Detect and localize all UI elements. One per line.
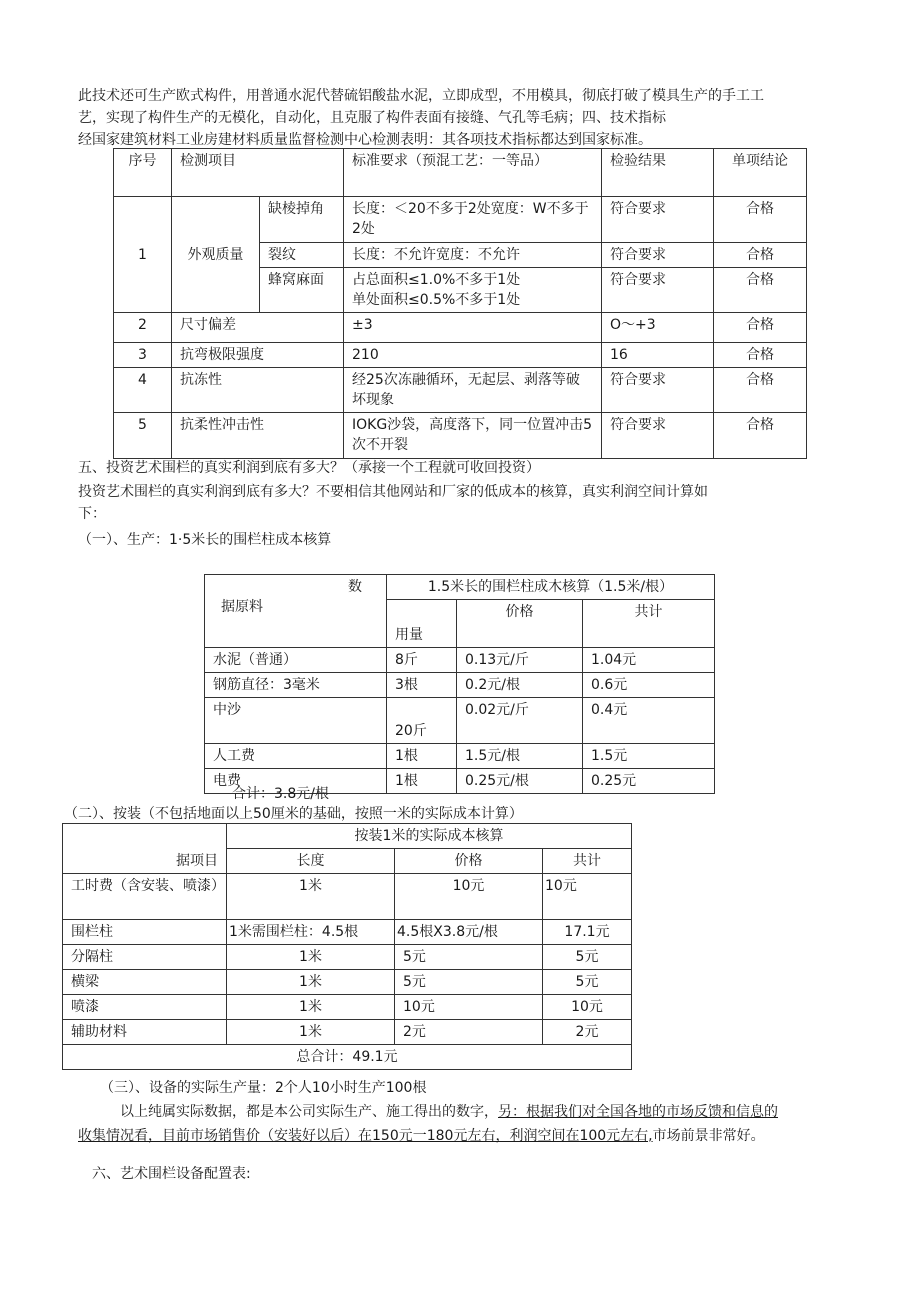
table-row-no: 3 — [114, 343, 172, 368]
cost-sum: 合计：3.8元/根 — [232, 786, 329, 802]
table-row-total: 2元 — [543, 1020, 632, 1045]
section5-para-2: 下： — [78, 506, 106, 522]
section3-para-b: 另：根据我们对全国各地的市场反馈和信息的 — [498, 1104, 778, 1120]
table-row-len: 1米 — [227, 874, 395, 920]
section5-para-1: 投资艺术围栏的真实利润到底有多大？不要相信其他网站和厂家的低成本的核算，真实利润空间计算如 — [78, 484, 708, 500]
table-row-std — [344, 268, 602, 313]
table-row-total: 10元 — [543, 874, 632, 920]
table-row-std: IOKG沙袋，高度落下，同一位置冲击5次不开裂 — [344, 413, 602, 459]
table-row-len: 1米 — [227, 1020, 395, 1045]
table-row-len: 1米需围栏柱：4.5根 — [227, 920, 395, 945]
table-row-no: 2 — [114, 313, 172, 343]
intro-line-2: 艺，实现了构件生产的无模化，自动化，且克服了构件表面有接缝、气孔等毛病；四、技术指标 — [78, 110, 666, 126]
table-row: 围栏柱 — [63, 920, 227, 945]
table-row: 钢筋直径：3毫米 — [205, 673, 387, 698]
std-line-a: 占总面积≤1.0%不多于1处 — [352, 272, 521, 288]
table-row: 横梁 — [63, 970, 227, 995]
corner-top: 数 — [348, 579, 362, 595]
table-row-len: 1米 — [227, 945, 395, 970]
table-row-price: 2元 — [395, 1020, 543, 1045]
table-row-len: 1米 — [227, 995, 395, 1020]
section3-para-a: 以上纯属实际数据，都是本公司实际生产、施工得出的数字， — [120, 1104, 498, 1120]
table-row-no: 4 — [114, 368, 172, 413]
table-row-std: 长度：不允许宽度：不允许 — [344, 243, 602, 268]
th-verdict: 单项结论 — [714, 149, 807, 197]
table-row: 电费 — [205, 769, 387, 794]
table-row-item: 抗弯极限强度 — [172, 343, 344, 368]
table-row: 分隔柱 — [63, 945, 227, 970]
table-row-result: 符合要求 — [602, 268, 714, 313]
table-row-sub: 蜂窝麻面 — [260, 268, 344, 313]
install-title: 按装1米的实际成本核算 — [227, 824, 632, 849]
table-row-price: 5元 — [395, 945, 543, 970]
table-row-price: 0.02元/斤 — [457, 698, 583, 744]
section3-line: （三）、设备的实际生产量：2个人10小时生产100根 — [100, 1080, 427, 1096]
table-row-verdict: 合格 — [714, 268, 807, 313]
table-row-result: 符合要求 — [602, 243, 714, 268]
section3-para-line2 — [78, 1126, 765, 1146]
col-length: 长度 — [227, 849, 395, 874]
table-row: 水泥（普通） — [205, 648, 387, 673]
table-row-item: 抗柔性冲击性 — [172, 413, 344, 459]
table-row-item: 抗冻性 — [172, 368, 344, 413]
table-row-price: 10元 — [395, 995, 543, 1020]
col-qty: 用量 — [387, 600, 457, 648]
table-row-result: 16 — [602, 343, 714, 368]
section5-heading: 五、投资艺术围栏的真实利润到底有多大？（承接一个工程就可收回投资） — [78, 460, 540, 476]
table-row-total: 10元 — [543, 995, 632, 1020]
install-cost-table — [62, 823, 632, 1070]
pole-cost-table — [204, 574, 715, 794]
table-row-price: 1.5元/根 — [457, 744, 583, 769]
table-row-verdict: 合格 — [714, 243, 807, 268]
table-row: 辅助材料 — [63, 1020, 227, 1045]
tech-indicator-table — [113, 148, 807, 459]
table-row-std: 经25次冻融循环，无起层、剥落等破坏现象 — [344, 368, 602, 413]
table-row-sub: 缺棱掉角 — [260, 197, 344, 243]
th-no: 序号 — [114, 149, 172, 197]
table-row-total: 1.5元 — [583, 744, 715, 769]
table-row-result: 符合要求 — [602, 368, 714, 413]
table-row-no: 1 — [114, 197, 172, 313]
section3-para-d: 市场前景非常好。 — [652, 1128, 765, 1144]
table-row-total: 5元 — [543, 945, 632, 970]
table-row-qty: 20斤 — [387, 698, 457, 744]
col-price: 价格 — [457, 600, 583, 648]
table-row-verdict: 合格 — [714, 313, 807, 343]
table-row-price: 0.13元/斤 — [457, 648, 583, 673]
table-row-result: 符合要求 — [602, 197, 714, 243]
table-row-qty: 8斤 — [387, 648, 457, 673]
corner-bottom: 据原料 — [221, 599, 263, 615]
section6-heading: 六、艺术围栏设备配置表: — [92, 1166, 251, 1182]
table-row-no: 5 — [114, 413, 172, 459]
table-row-std: 长度：＜20不多于2处宽度：W不多于2处 — [344, 197, 602, 243]
std-line-b: 单处面积≤0.5%不多于1处 — [352, 292, 521, 308]
table-row: 人工费 — [205, 744, 387, 769]
table-row-verdict: 合格 — [714, 197, 807, 243]
intro-line-1: 此技术还可生产欧式构件，用普通水泥代替硫铝酸盐水泥，立即成型，不用模具，彻底打破了模具生产的手工工 — [78, 88, 764, 104]
table-row-result: 符合要求 — [602, 413, 714, 459]
th-result: 检验结果 — [602, 149, 714, 197]
section3-para-c: 收集情况看，目前市场销售价（安装好以后）在150元一180元左右，利润空间在100元左右, — [78, 1128, 653, 1144]
table-row-sub: 裂纹 — [260, 243, 344, 268]
table-row: 工时费（含安装、喷漆） — [63, 874, 227, 920]
table-row-verdict: 合格 — [714, 343, 807, 368]
table-row-qty: 1根 — [387, 744, 457, 769]
section3-para-line1 — [120, 1102, 778, 1122]
th-standard: 标准要求（预混工艺：一等品） — [344, 149, 602, 197]
install-corner: 据项目 — [63, 824, 227, 874]
table-row-total: 17.1元 — [543, 920, 632, 945]
table-row: 中沙 — [205, 698, 387, 744]
table-row-std: 210 — [344, 343, 602, 368]
table-row-price: 0.2元/根 — [457, 673, 583, 698]
table-row-total: 1.04元 — [583, 648, 715, 673]
table-row-qty: 1根 — [387, 769, 457, 794]
table-row-item: 尺寸偏差 — [172, 313, 344, 343]
table-row-price: 0.25元/根 — [457, 769, 583, 794]
table-row-verdict: 合格 — [714, 413, 807, 459]
corner-cell — [205, 575, 387, 648]
table-row-price: 4.5根X3.8元/根 — [395, 920, 543, 945]
col-price: 价格 — [395, 849, 543, 874]
install-sum: 总合计：49.1元 — [63, 1045, 632, 1070]
production-heading: （一）、生产：1·5米长的围栏柱成本核算 — [78, 532, 332, 548]
table-row-price: 10元 — [395, 874, 543, 920]
table-row: 喷漆 — [63, 995, 227, 1020]
cost-table-title: 1.5米长的围栏柱成木核算（1.5米/根） — [387, 575, 715, 600]
table-row-std: ±3 — [344, 313, 602, 343]
table-row-price: 5元 — [395, 970, 543, 995]
th-item: 检测项目 — [172, 149, 344, 197]
table-row-item: 外观质量 — [172, 197, 260, 313]
table-row-total: 5元 — [543, 970, 632, 995]
table-row-len: 1米 — [227, 970, 395, 995]
install-heading: （二）、按装（不包括地面以上50厘米的基础，按照一米的实际成本计算） — [64, 806, 523, 822]
table-row-result: O～+3 — [602, 313, 714, 343]
table-row-total: 0.4元 — [583, 698, 715, 744]
table-row-total: 0.6元 — [583, 673, 715, 698]
table-row-verdict: 合格 — [714, 368, 807, 413]
table-row-qty: 3根 — [387, 673, 457, 698]
intro-line-3: 经国家建筑材料工业房建材料质量监督检测中心检测表明：其各项技术指标都达到国家标准。 — [78, 132, 652, 148]
table-row-total: 0.25元 — [583, 769, 715, 794]
col-total: 共计 — [543, 849, 632, 874]
col-total: 共计 — [583, 600, 715, 648]
